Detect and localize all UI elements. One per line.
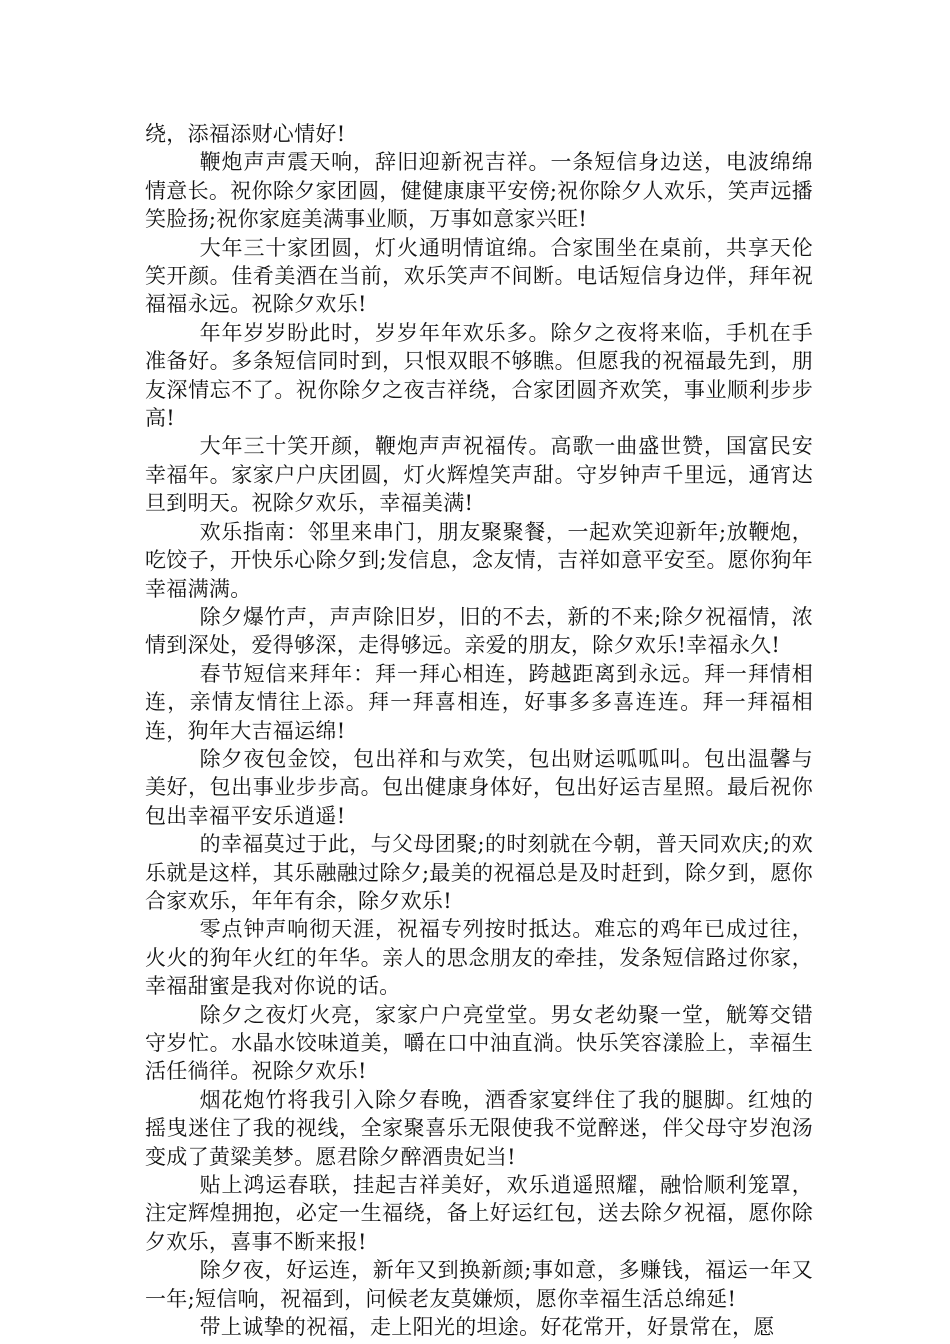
paragraph: 带上诚挚的祝福，走上阳光的坦途。好花常开，好景常在，愿: [199, 1315, 775, 1340]
paragraph: 贴上鸿运春联，挂起吉祥美好，欢乐逍遥照耀，融恰顺利笼罩，注定辉煌拥抱，必定一生福绕，备上好运红包，送去除夕祝福，愿你除夕欢乐，喜事不断来报!: [145, 1173, 813, 1254]
paragraph: 鞭炮声声震天响，辞旧迎新祝吉祥。一条短信身边送，电波绵绵情意长。祝你除夕家团圆，健健康康平安傍;祝你除夕人欢乐，笑声远播笑脸扬;祝你家庭美满事业顺，万事如意家兴旺!: [145, 150, 813, 232]
paragraph: 的幸福莫过于此，与父母团聚;的时刻就在今朝，普天同欢庆;的欢乐就是这样，其乐融融过除夕;最美的祝福总是及时赶到，除夕到，愿你合家欢乐，年年有余，除夕欢乐!: [145, 832, 813, 913]
body-text: [145, 120, 813, 1341]
paragraph: 除夕夜包金饺，包出祥和与欢笑，包出财运呱呱叫。包出温馨与美好，包出事业步步高。包出健康身体好，包出好运吉星照。最后祝你包出幸福平安乐逍遥!: [145, 746, 813, 828]
paragraph: 除夕之夜灯火亮，家家户户亮堂堂。男女老幼聚一堂，觥筹交错守岁忙。水晶水饺味道美，嚼在口中油直淌。快乐笑容漾脸上，幸福生活任徜徉。祝除夕欢乐!: [145, 1002, 813, 1084]
paragraph: 零点钟声响彻天涯，祝福专列按时抵达。难忘的鸡年已成过往，火火的狗年火红的年华。亲人的思念朋友的牵挂，发条短信路过你家，幸福甜蜜是我对你说的话。: [145, 917, 813, 999]
paragraph: 春节短信来拜年：拜一拜心相连，跨越距离到永远。拜一拜情相连，亲情友情往上添。拜一拜喜相连，好事多多喜连连。拜一拜福相连，狗年大吉福运绵!: [145, 661, 813, 743]
paragraph: 除夕夜，好运连，新年又到换新颜;事如意，多赚钱，福运一年又一年;短信响，祝福到，问候老友莫嫌烦，愿你幸福生活总绵延!: [145, 1258, 813, 1311]
paragraph: 欢乐指南：邻里来串门，朋友聚聚餐，一起欢笑迎新年;放鞭炮，吃饺子，开快乐心除夕到;发信息，念友情，吉祥如意平安至。愿你狗年幸福满满。: [145, 519, 813, 601]
paragraph: 除夕爆竹声，声声除旧岁，旧的不去，新的不来;除夕祝福情，浓情到深处，爱得够深，走得够远。亲爱的朋友，除夕欢乐!幸福永久!: [145, 604, 813, 658]
paragraph: 大年三十家团圆，灯火通明情谊绵。合家围坐在桌前，共享天伦笑开颜。佳肴美酒在当前，欢乐笑声不间断。电话短信身边伴，拜年祝福福永远。祝除夕欢乐!: [145, 235, 813, 317]
paragraph: 年年岁岁盼此时，岁岁年年欢乐多。除夕之夜将来临，手机在手准备好。多条短信同时到，只恨双眼不够瞧。但愿我的祝福最先到，朋友深情忘不了。祝你除夕之夜吉祥绕，合家团圆齐欢笑，事业顺利步步高!: [145, 320, 813, 431]
paragraph: 烟花炮竹将我引入除夕春晚，酒香家宴绊住了我的腿脚。红烛的摇曳迷住了我的视线，全家聚喜乐无限使我不觉醉迷，伴父母守岁泡汤变成了黄粱美梦。愿君除夕醉酒贵妃当!: [145, 1087, 813, 1169]
paragraph: 大年三十笑开颜，鞭炮声声祝福传。高歌一曲盛世赞，国富民安幸福年。家家户户庆团圆，灯火辉煌笑声甜。守岁钟声千里远，通宵达旦到明天。祝除夕欢乐，幸福美满!: [145, 434, 813, 516]
paragraph: 绕，添福添财心情好!: [145, 122, 346, 146]
